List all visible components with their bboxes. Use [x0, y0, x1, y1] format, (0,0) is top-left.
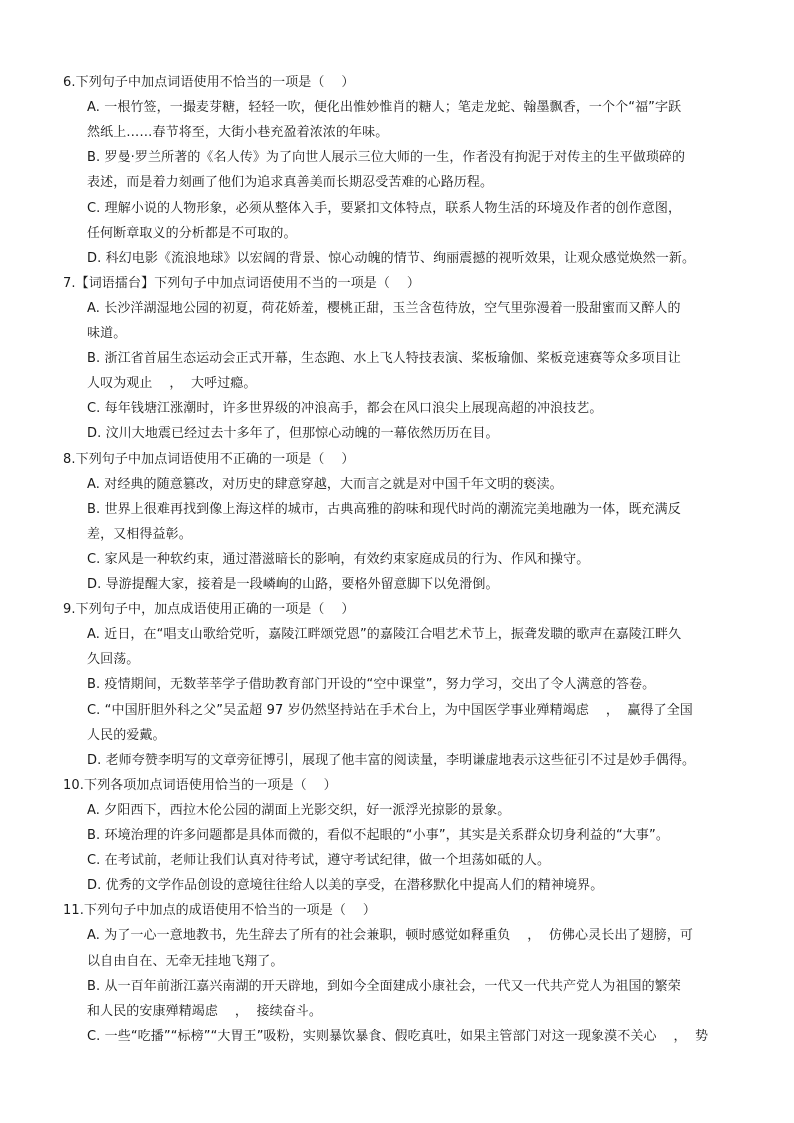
question-stem: 8.下列句子中加点词语使用不正确的一项是（ ） — [63, 452, 355, 467]
option-line: D. 老师夸赞李明写的文章旁征博引，展现了他丰富的阅读量，李明谦虚地表示这些征引不过是妙手偶得。 — [87, 753, 696, 768]
option-line: A. 夕阳西下，西拉木伦公园的湖面上光影交织，好一派浮光掠影的景象。 — [87, 803, 511, 818]
option-line: B. 从一百年前浙江嘉兴南湖的开天辟地，到如今全面建成小康社会，一代又一代共产党人为祖国的繁荣 — [87, 979, 681, 994]
option-line: 和人民的安康殚精竭虑 ， 接续奋斗。 — [87, 1004, 322, 1019]
option-line: D. 优秀的文学作品创设的意境往往给人以美的享受，在潜移默化中提高人们的精神境界。 — [87, 878, 604, 893]
option-line: A. 长沙洋湖湿地公园的初夏，荷花娇羞，樱桃正甜，玉兰含苞待放，空气里弥漫着一股甜蜜而又醉人的 — [87, 301, 681, 316]
option-line: 人民的爱戴。 — [87, 728, 166, 743]
option-line: C. 在考试前，老师让我们认真对待考试，遵守考试纪律，做一个坦荡如砥的人。 — [87, 853, 551, 868]
option-line: C. 每年钱塘江涨潮时，许多世界级的冲浪高手，都会在风口浪尖上展现高超的冲浪技艺。 — [87, 401, 603, 416]
option-line: A. 对经典的随意篡改，对历史的肆意穿越，大而言之就是对中国千年文明的亵渎。 — [87, 477, 563, 492]
option-line: B. 疫情期间，无数莘莘学子借助教育部门开设的“空中课堂”，努力学习，交出了令人满意的答卷。 — [87, 677, 656, 692]
option-line: C. “中国肝胆外科之父”吴孟超 97 岁仍然坚持站在手术台上，为中国医学事业殚精竭虑 ， 赢得了全国 — [87, 703, 693, 718]
option-line: B. 世界上很难再找到像上海这样的城市，古典高雅的韵味和现代时尚的潮流完美地融为一体，既充满反 — [87, 502, 681, 517]
option-line: 味道。 — [87, 326, 127, 341]
option-line: D. 导游提醒大家，接着是一段嶙峋的山路，要格外留意脚下以免滑倒。 — [87, 577, 499, 592]
option-line: B. 浙江省首届生态运动会正式开幕，生态跑、水上飞人特技表演、桨板瑜伽、桨板竞速赛等众多项目让 — [87, 351, 681, 366]
option-line: D. 汶川大地震已经过去十多年了，但那惊心动魄的一幕依然历历在目。 — [87, 426, 499, 441]
option-line: B. 环境治理的许多问题都是具体而微的，看似不起眼的“小事”，其实是关系群众切身利益的“大事”。 — [87, 828, 669, 843]
option-line: C. 家风是一种软约束，通过潜滋暗长的影响，有效约束家庭成员的行为、作风和操守。 — [87, 552, 590, 567]
question-stem: 9.下列句子中，加点成语使用正确的一项是（ ） — [63, 602, 355, 617]
question-stem: 7.【词语擂台】下列句子中加点词语使用不当的一项是（ ） — [63, 276, 421, 291]
question-stem: 10.下列各项加点词语使用恰当的一项是（ ） — [63, 778, 337, 793]
option-line: 任何断章取义的分析都是不可取的。 — [87, 226, 297, 241]
option-line: A. 近日，在“唱支山歌给党听，嘉陵江畔颂党恩”的嘉陵江合唱艺术节上，振聋发聩的歌声在嘉陵江畔久 — [87, 627, 682, 642]
option-line: 差，又相得益彰。 — [87, 527, 192, 542]
option-line: C. 一些“吃播”“标榜”“大胃王”吸粉，实则暴饮暴食、假吃真吐，如果主管部门对这一现象漠不关心 ， 势 — [87, 1029, 709, 1044]
question-stem: 11.下列句子中加点的成语使用不恰当的一项是（ ） — [63, 903, 377, 918]
option-line: 人叹为观止 ， 大呼过瘾。 — [87, 376, 257, 391]
option-line: D. 科幻电影《流浪地球》以宏阔的背景、惊心动魄的情节、绚丽震撼的视听效果，让观众感觉焕然一新。 — [87, 251, 696, 266]
option-line: 久回荡。 — [87, 652, 140, 667]
option-line: 以自由自在、无牵无挂地飞翔了。 — [87, 954, 284, 969]
option-line: 表述，而是着力刻画了他们为追求真善美而长期忍受苦难的心路历程。 — [87, 175, 494, 190]
option-line: B. 罗曼·罗兰所著的《名人传》为了向世人展示三位大师的一生，作者没有拘泥于对传主的生平做琐碎的 — [87, 150, 686, 165]
option-line: 然纸上……春节将至，大街小巷充盈着浓浓的年味。 — [87, 125, 389, 140]
question-stem: 6.下列句子中加点词语使用不恰当的一项是（ ） — [63, 75, 355, 90]
option-line: A. 为了一心一意地教书，先生辞去了所有的社会兼职，顿时感觉如释重负 ， 仿佛心灵长出了翅膀，可 — [87, 928, 693, 943]
option-line: C. 理解小说的人物形象，必须从整体入手，要紧扣文体特点，联系人物生活的环境及作者的创作意图， — [87, 201, 682, 216]
option-line: A. 一根竹签，一撮麦芽糖，轻轻一吹，便化出惟妙惟肖的糖人；笔走龙蛇、翰墨飘香，一个个“福”字跃 — [87, 100, 682, 115]
